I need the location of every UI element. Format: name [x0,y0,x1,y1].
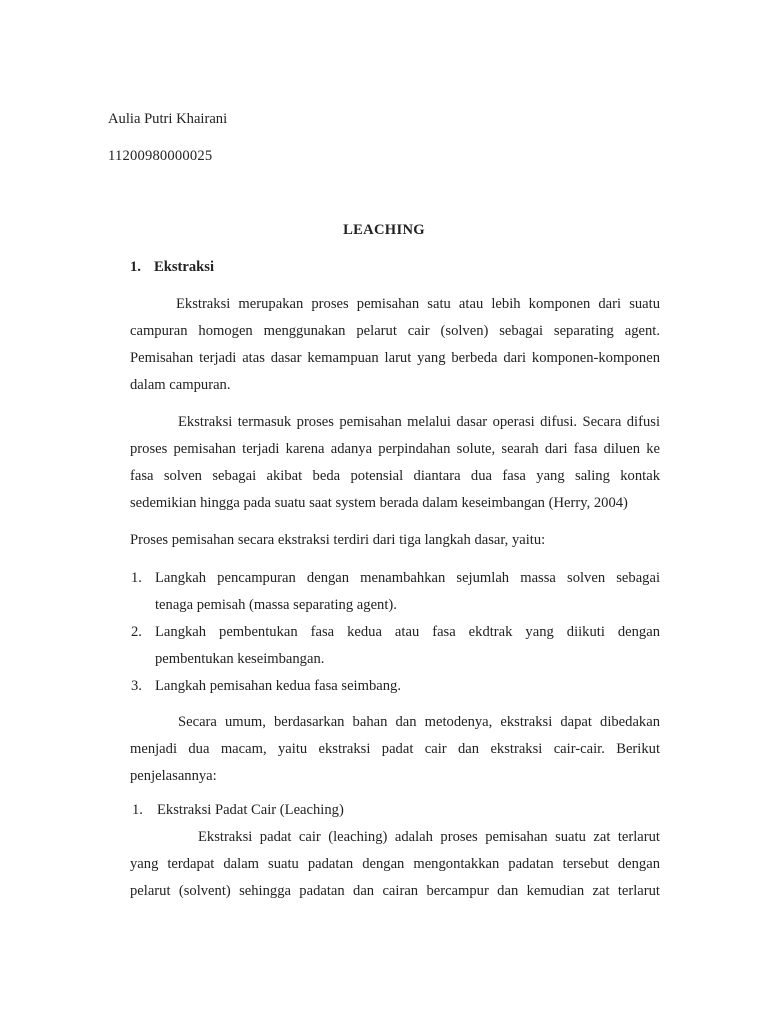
paragraph-line: penjelasannya: [130,768,217,784]
paragraph-types [130,709,660,790]
steps-list [130,565,660,700]
list-item-number: 3. [131,678,142,694]
list-item-line: Langkah pemisahan kedua fasa seimbang. [155,678,401,694]
author-name: Aulia Putri Khairani [108,111,228,127]
list-item-line: tenaga pemisah (massa separating agent). [155,597,397,613]
section-number: 1. [130,259,141,275]
paragraph-line: Ekstraksi padat cair (leaching) adalah proses pemisahan suatu zat terlarut [198,829,660,845]
student-id: 11200980000025 [108,148,213,164]
paragraph-line: pelarut (solvent) sehingga padatan dan cairan bercampur dan kemudian zat terlarut [130,883,660,899]
list-item [130,673,660,700]
subsection-title: Ekstraksi Padat Cair (Leaching) [157,802,344,818]
paragraph-diffusion [130,409,660,517]
paragraph-line: fasa solven sebagai akibat beda potensial diantara dua fasa yang saling kontak [130,468,660,484]
paragraph-definition [130,291,660,399]
subsection-number: 1. [132,802,143,818]
list-item-line: Langkah pencampuran dengan menambahkan sejumlah massa solven sebagai [155,570,660,586]
paragraph-leaching-definition [130,824,660,905]
paragraph-line: menjadi dua macam, yaitu ekstraksi padat cair dan ekstraksi cair-cair. Berikut [130,741,660,757]
paragraph-line: yang terdapat dalam suatu padatan dengan mengontakkan padatan tersebut dengan [130,856,660,872]
paragraph-line: Pemisahan terjadi atas dasar kemampuan larut yang berbeda dari komponen-komponen [130,350,660,366]
list-item [130,565,660,619]
section-title: Ekstraksi [154,259,215,275]
list-item-number: 2. [131,624,142,640]
list-item-number: 1. [131,570,142,586]
paragraph-line: Secara umum, berdasarkan bahan dan metodenya, ekstraksi dapat dibedakan [178,714,660,730]
list-item-line: Langkah pembentukan fasa kedua atau fasa ekdtrak yang diikuti dengan [155,624,660,640]
list-item [130,619,660,673]
paragraph-line: sedemikian hingga pada suatu saat system berada dalam keseimbangan (Herry, 2004) [130,495,628,511]
paragraph-line: campuran homogen menggunakan pelarut cair (solven) sebagai separating agent. [130,323,660,339]
document-title: LEACHING [343,222,425,238]
paragraph-line: Proses pemisahan secara ekstraksi terdiri dari tiga langkah dasar, yaitu: [130,532,546,548]
paragraph-line: Ekstraksi termasuk proses pemisahan melalui dasar operasi difusi. Secara difusi [178,414,660,430]
paragraph-line: proses pemisahan terjadi karena adanya perpindahan solute, searah dari fasa diluen ke [130,441,660,457]
paragraph-steps-intro [130,527,660,554]
paragraph-line: Ekstraksi merupakan proses pemisahan satu atau lebih komponen dari suatu [176,296,660,312]
subsection-heading-leaching [132,802,344,819]
section-heading-ekstraksi [130,259,214,276]
list-item-line: pembentukan keseimbangan. [155,651,325,667]
paragraph-line: dalam campuran. [130,377,231,393]
